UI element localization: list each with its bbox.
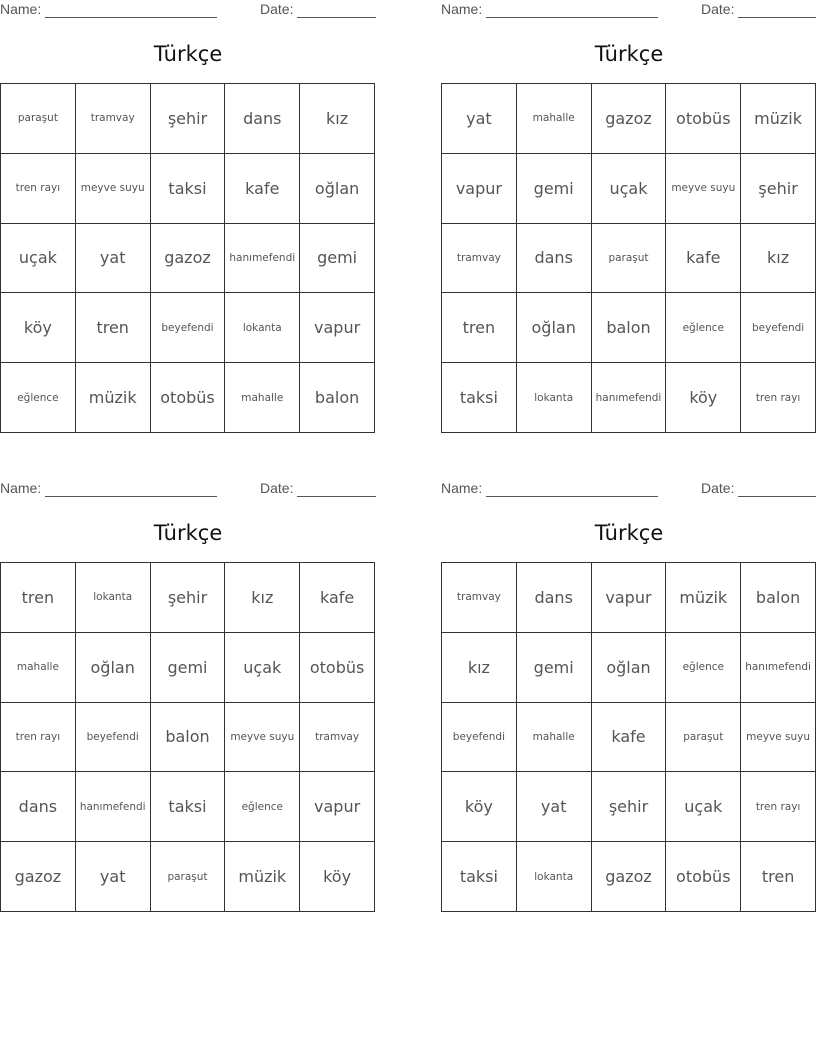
date-label: Date: bbox=[701, 1, 735, 17]
bingo-cell: dans bbox=[517, 563, 592, 633]
bingo-cell: şehir bbox=[151, 563, 226, 633]
bingo-cell: yat bbox=[76, 224, 151, 294]
bingo-cell: lokanta bbox=[76, 563, 151, 633]
bingo-cell: vapur bbox=[442, 154, 517, 224]
bingo-cell: mahalle bbox=[517, 703, 592, 773]
bingo-cell: köy bbox=[666, 363, 741, 433]
name-line bbox=[486, 17, 658, 18]
bingo-cell: şehir bbox=[741, 154, 816, 224]
bingo-cell: meyve suyu bbox=[225, 703, 300, 773]
bingo-cell: gazoz bbox=[1, 842, 76, 912]
bingo-cell: paraşut bbox=[1, 84, 76, 154]
bingo-cell: oğlan bbox=[592, 633, 667, 703]
bingo-cell: meyve suyu bbox=[76, 154, 151, 224]
bingo-cell: gemi bbox=[517, 154, 592, 224]
bingo-cell: hanımefendi bbox=[225, 224, 300, 294]
bingo-cell: tramvay bbox=[442, 563, 517, 633]
bingo-cell: gemi bbox=[151, 633, 226, 703]
date-label: Date: bbox=[260, 480, 294, 496]
bingo-cell: müzik bbox=[225, 842, 300, 912]
bingo-cell: otobüs bbox=[300, 633, 375, 703]
bingo-cell: köy bbox=[300, 842, 375, 912]
bingo-cell: eğlence bbox=[666, 633, 741, 703]
bingo-cell: gazoz bbox=[151, 224, 226, 294]
bingo-cell: gazoz bbox=[592, 84, 667, 154]
bingo-cell: dans bbox=[225, 84, 300, 154]
bingo-cell: kafe bbox=[225, 154, 300, 224]
bingo-cell: mahalle bbox=[225, 363, 300, 433]
bingo-cell: meyve suyu bbox=[741, 703, 816, 773]
bingo-cell: paraşut bbox=[151, 842, 226, 912]
name-label: Name: bbox=[441, 480, 483, 496]
date-line bbox=[738, 17, 816, 18]
bingo-cell: oğlan bbox=[300, 154, 375, 224]
bingo-cell: beyefendi bbox=[741, 293, 816, 363]
bingo-cell: tren rayı bbox=[741, 772, 816, 842]
bingo-card bbox=[441, 479, 816, 919]
bingo-cell: tren bbox=[1, 563, 76, 633]
bingo-cell: tren rayı bbox=[1, 703, 76, 773]
card-header bbox=[0, 480, 376, 498]
bingo-cell: hanımefendi bbox=[592, 363, 667, 433]
bingo-cell: hanımefendi bbox=[741, 633, 816, 703]
bingo-cell: balon bbox=[151, 703, 226, 773]
bingo-cell: balon bbox=[300, 363, 375, 433]
bingo-cell: kız bbox=[300, 84, 375, 154]
bingo-cell: eğlence bbox=[225, 772, 300, 842]
bingo-cell: gemi bbox=[300, 224, 375, 294]
bingo-cell: lokanta bbox=[225, 293, 300, 363]
bingo-cell: eğlence bbox=[666, 293, 741, 363]
bingo-cell: balon bbox=[741, 563, 816, 633]
bingo-cell: paraşut bbox=[666, 703, 741, 773]
bingo-cell: beyefendi bbox=[151, 293, 226, 363]
bingo-grid bbox=[441, 83, 816, 433]
bingo-card bbox=[0, 479, 376, 919]
bingo-cell: gazoz bbox=[592, 842, 667, 912]
bingo-cell: taksi bbox=[442, 842, 517, 912]
bingo-cell: otobüs bbox=[666, 842, 741, 912]
bingo-cell: vapur bbox=[592, 563, 667, 633]
date-line bbox=[738, 496, 816, 497]
bingo-cell: tramvay bbox=[442, 224, 517, 294]
date-line bbox=[297, 17, 376, 18]
bingo-card bbox=[441, 0, 816, 440]
bingo-cell: tramvay bbox=[300, 703, 375, 773]
name-line bbox=[45, 17, 217, 18]
bingo-cell: otobüs bbox=[666, 84, 741, 154]
bingo-cell: vapur bbox=[300, 772, 375, 842]
bingo-cell: yat bbox=[442, 84, 517, 154]
bingo-cell: köy bbox=[1, 293, 76, 363]
card-title: Türkçe bbox=[594, 42, 664, 66]
bingo-cell: müzik bbox=[76, 363, 151, 433]
bingo-grid bbox=[0, 83, 375, 433]
bingo-cell: şehir bbox=[151, 84, 226, 154]
bingo-cell: kız bbox=[225, 563, 300, 633]
bingo-cell: eğlence bbox=[1, 363, 76, 433]
card-title: Türkçe bbox=[153, 521, 223, 545]
bingo-cell: köy bbox=[442, 772, 517, 842]
bingo-cell: balon bbox=[592, 293, 667, 363]
bingo-cell: meyve suyu bbox=[666, 154, 741, 224]
bingo-cell: dans bbox=[1, 772, 76, 842]
bingo-cell: oğlan bbox=[76, 633, 151, 703]
name-line bbox=[486, 496, 658, 497]
bingo-cell: müzik bbox=[741, 84, 816, 154]
bingo-cell: uçak bbox=[592, 154, 667, 224]
bingo-cell: vapur bbox=[300, 293, 375, 363]
bingo-cell: mahalle bbox=[1, 633, 76, 703]
card-title: Türkçe bbox=[153, 42, 223, 66]
card-title: Türkçe bbox=[594, 521, 664, 545]
bingo-cell: gemi bbox=[517, 633, 592, 703]
bingo-cell: paraşut bbox=[592, 224, 667, 294]
bingo-cell: müzik bbox=[666, 563, 741, 633]
date-label: Date: bbox=[260, 1, 294, 17]
bingo-cell: dans bbox=[517, 224, 592, 294]
date-line bbox=[297, 496, 376, 497]
bingo-cell: beyefendi bbox=[76, 703, 151, 773]
bingo-cell: taksi bbox=[151, 154, 226, 224]
bingo-cell: oğlan bbox=[517, 293, 592, 363]
bingo-cell: lokanta bbox=[517, 363, 592, 433]
card-header bbox=[441, 1, 816, 19]
bingo-cell: uçak bbox=[225, 633, 300, 703]
bingo-cell: yat bbox=[517, 772, 592, 842]
bingo-card bbox=[0, 0, 376, 440]
bingo-cell: tren bbox=[442, 293, 517, 363]
date-label: Date: bbox=[701, 480, 735, 496]
card-header bbox=[0, 1, 376, 19]
bingo-cell: kafe bbox=[300, 563, 375, 633]
bingo-cell: tren bbox=[741, 842, 816, 912]
bingo-cell: yat bbox=[76, 842, 151, 912]
bingo-cell: tren rayı bbox=[741, 363, 816, 433]
bingo-cell: lokanta bbox=[517, 842, 592, 912]
bingo-cell: beyefendi bbox=[442, 703, 517, 773]
name-line bbox=[45, 496, 217, 497]
bingo-grid bbox=[441, 562, 816, 912]
bingo-cell: tramvay bbox=[76, 84, 151, 154]
name-label: Name: bbox=[0, 480, 42, 496]
bingo-cell: kız bbox=[741, 224, 816, 294]
name-label: Name: bbox=[0, 1, 42, 17]
bingo-cell: hanımefendi bbox=[76, 772, 151, 842]
bingo-cell: kafe bbox=[592, 703, 667, 773]
bingo-cell: şehir bbox=[592, 772, 667, 842]
bingo-cell: taksi bbox=[151, 772, 226, 842]
name-label: Name: bbox=[441, 1, 483, 17]
bingo-cell: kız bbox=[442, 633, 517, 703]
bingo-cell: uçak bbox=[1, 224, 76, 294]
bingo-cell: tren rayı bbox=[1, 154, 76, 224]
bingo-cell: kafe bbox=[666, 224, 741, 294]
card-header bbox=[441, 480, 816, 498]
bingo-cell: uçak bbox=[666, 772, 741, 842]
bingo-grid bbox=[0, 562, 375, 912]
bingo-cell: mahalle bbox=[517, 84, 592, 154]
bingo-cell: otobüs bbox=[151, 363, 226, 433]
bingo-cell: taksi bbox=[442, 363, 517, 433]
bingo-cell: tren bbox=[76, 293, 151, 363]
